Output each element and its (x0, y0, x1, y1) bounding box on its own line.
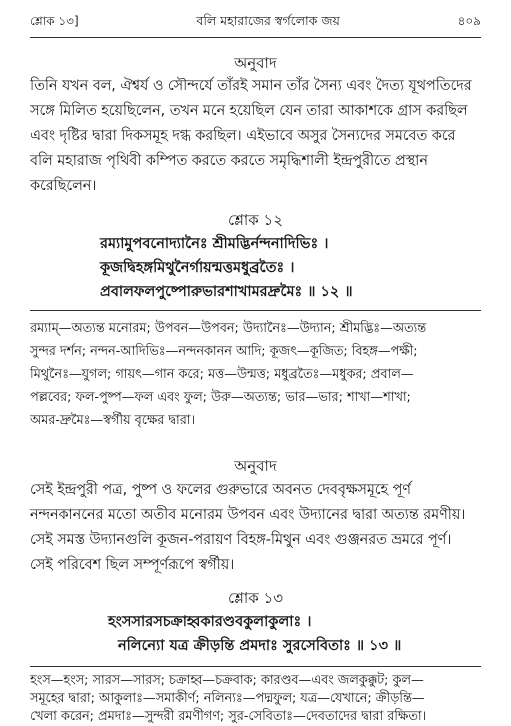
page-number: ৪০৯ (457, 14, 481, 28)
verse-line: হংসসারসচক্রাহ্বকারণ্ডবকুলাকুলাঃ । (108, 614, 312, 630)
translation-line: নন্দনকাননের মতো অতীব মনোরম উপবন এবং উদ্যানের দ্বারা অত্যন্ত রমণীয়। (30, 507, 466, 523)
translation-heading-1: অনুবাদ (234, 54, 277, 72)
translation-1 (30, 74, 481, 199)
verse-12-title: শ্লোক ১২ (228, 211, 283, 229)
verse-13-rule (30, 666, 481, 667)
verse-13-text (108, 610, 471, 658)
synonyms-line: মিথুনৈঃ—যুগল; গায়ৎ—গান করে; মত্ত—উন্মত্ত; মধুব্রতৈঃ—মধুকর; প্রবাল— (30, 367, 414, 382)
verse-line: রম্যামুপবনোদ্যানৈঃ শ্রীমদ্ভির্নন্দনাদিভিঃ । (100, 236, 329, 252)
translation-line: সেই পরিবেশ ছিল সম্পূর্ণরূপে স্বর্গীয়। (30, 557, 235, 573)
synonyms-line: খেলা করেন; প্রমদাঃ—সুন্দরী রমণীগণ; সুর-সেবিতাঃ—দেবতাদের দ্বারা রক্ষিতা। (30, 709, 427, 724)
verse-12-text (100, 232, 471, 304)
translation-line: করেছিলেন। (30, 178, 97, 194)
header-verse-ref: শ্লোক ১৩] (30, 14, 79, 28)
translation-line: এবং দৃষ্টির দ্বারা দিকসমূহ দগ্ধ করছিল। এইভাবে অসুর সৈন্যদের সমবেত করে (30, 128, 456, 144)
verse-line: নলিন্যো যত্র ক্রীড়ন্তি প্রমদাঃ সুরসেবিতাঃ ॥ ১৩ ॥ (118, 638, 402, 654)
running-header (30, 12, 481, 34)
verse-12-synonyms (30, 317, 481, 432)
verse-line: কূজদ্বিহঙ্গমিথুনৈর্গায়ন্মত্তমধুব্রতৈঃ । (100, 260, 295, 276)
translation-2 (30, 478, 481, 578)
synonyms-line: হংস—হংস; সারস—সারস; চক্রাহ্ব—চক্রবাক; কারণ্ডব—এবং জলকুক্কুট; কুল— (30, 673, 424, 688)
translation-line: সেই সমস্ত উদ্যানগুলি কূজন-পরায়ণ বিহঙ্গ-মিথুন এবং গুঞ্জনরত ভ্রমরে পূর্ণ। (30, 532, 452, 548)
synonyms-line: অমর-দ্রুমৈঃ—স্বর্গীয় বৃক্ষের দ্বারা। (30, 413, 196, 428)
translation-line: তিনি যখন বল, ঐশ্বর্য ও সৌন্দর্যে তাঁরই সমান তাঁর সৈন্য এবং দৈত্য যূথপতিদের (30, 78, 472, 94)
verse-13-synonyms (30, 672, 481, 726)
synonyms-line: পল্লবের; ফল-পুষ্প—ফল এবং ফুল; উরু—অত্যন্ত; ভার—ভার; শাখা—শাখা; (30, 390, 411, 405)
verse-13-title: শ্লোক ১৩ (228, 589, 283, 607)
synonyms-line: সমূহের দ্বারা; আকুলাঃ—সমাকীর্ণ; নলিন্যঃ—পদ্মফুল; যত্র—যেখানে; ক্রীড়ন্তি— (30, 691, 425, 706)
header-chapter-title: বলি মহারাজের স্বর্গলোক জয় (196, 13, 340, 28)
translation-line: সঙ্গে মিলিত হয়েছিলেন, তখন মনে হয়েছিল যেন তারা আকাশকে গ্রাস করছিল (30, 103, 468, 119)
translation-heading-2: অনুবাদ (234, 457, 277, 475)
verse-12-rule (30, 310, 481, 311)
synonyms-line: সুন্দর দর্শন; নন্দন-আদিভিঃ—নন্দনকানন আদি; কূজৎ—কূজিত; বিহঙ্গ—পক্ষী; (30, 344, 418, 359)
translation-line: বলি মহারাজ পৃথিবী কম্পিত করতে করতে সমৃদ্ধিশালী ইন্দ্রপুরীতে প্রস্থান (30, 153, 428, 169)
synonyms-line: রম্যাম্—অত্যন্ত মনোরম; উপবন—উপবন; উদ্যানৈঃ—উদ্যান; শ্রীমদ্ভিঃ—অত্যন্ত (30, 321, 427, 336)
translation-line: সেই ইন্দ্রপুরী পত্র, পুষ্প ও ফলের গুরুভারে অবনত দেববৃক্ষসমূহে পূর্ণ (30, 482, 411, 498)
verse-line: প্রবালফলপুষ্পোরুভারশাখামরদ্রুমৈঃ ॥ ১২ ॥ (100, 284, 353, 300)
header-rule (30, 37, 481, 38)
